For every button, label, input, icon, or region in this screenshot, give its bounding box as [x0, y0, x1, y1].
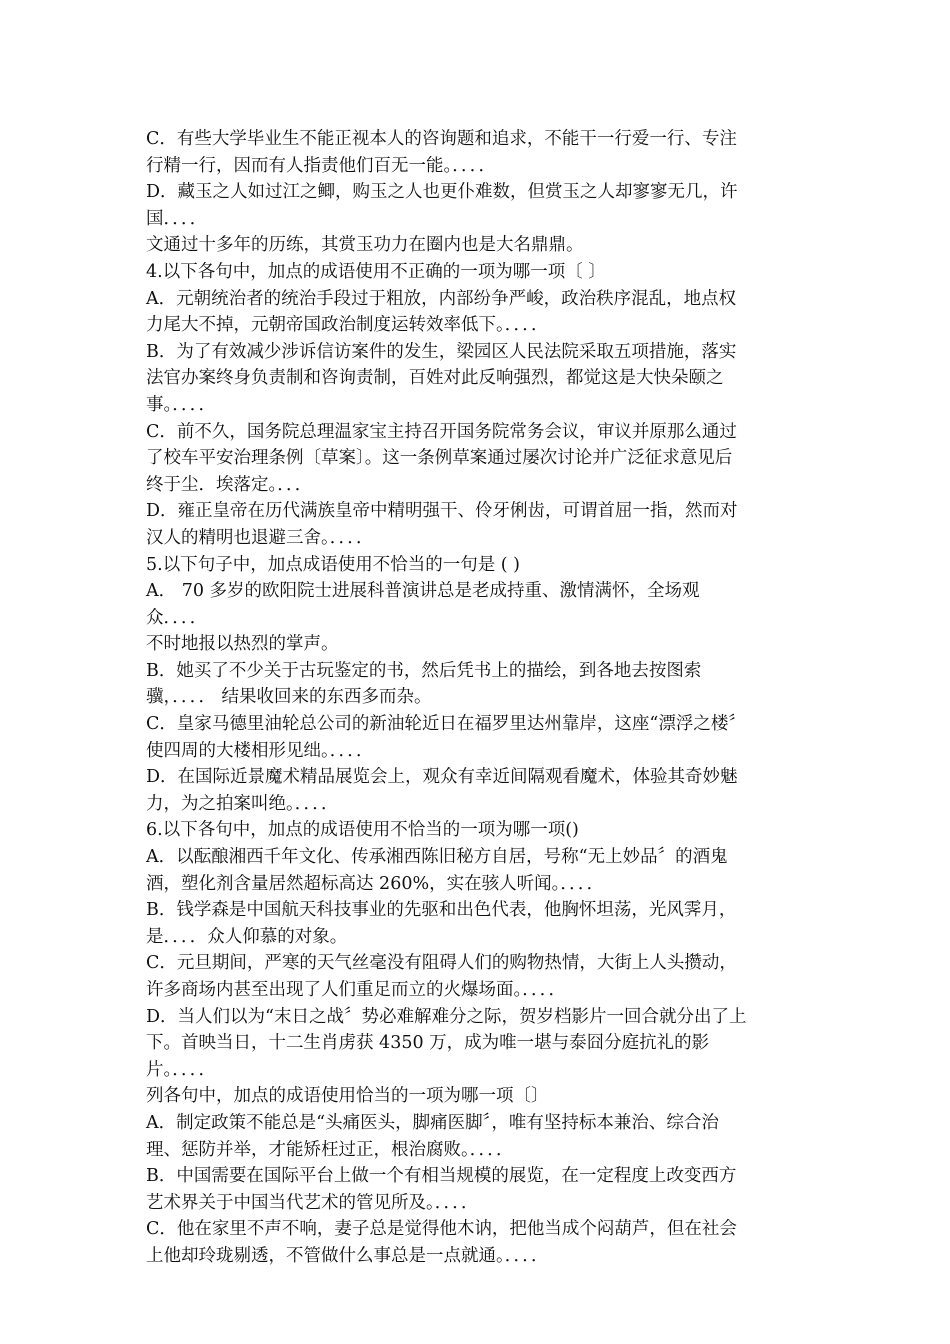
text-line: C．前不久，国务院总理温家宝主持召开国务院常务会议，审议并原那么通过 [146, 421, 737, 442]
text-line: B．钱学森是中国航天科技事业的先驱和出色代表，他胸怀坦荡，光风霁月， [146, 900, 737, 921]
text-line: A．制定政策不能总是“头痛医头，脚痛医脚〞，唯有坚持标本兼治、综合治 [146, 1112, 719, 1133]
text-line: D．在国际近景魔术精品展览会上，观众有幸近间隔观看魔术，体验其奇妙魅 [146, 767, 738, 788]
text-line: 法官办案终身负责制和咨询责制，百姓对此反响强烈，都觉这是大快朵颐之 [146, 368, 724, 389]
text-line: 了校车平安治理条例〔草案〕。这一条例草案通过屡次讨论并广泛征求意见后 [146, 448, 733, 469]
text-line: C．皇家马德里油轮总公司的新油轮近日在福罗里达州靠岸，这座“漂浮之楼〞 [146, 714, 746, 735]
text-line: 文通过十多年的历练，其赏玉功力在圈内也是大名鼎鼎。 [146, 235, 584, 256]
text-line: A．以酝酿湘西千年文化、传承湘西陈旧秘方自居，号称“无上妙品〞的酒鬼 [146, 847, 728, 868]
text-line: D．藏玉之人如过江之鲫，购玉之人也更仆难数，但赏玉之人却寥寥无几，许 [146, 182, 738, 203]
text-line: 使四周的大楼相形见绌。．．．． [146, 740, 374, 761]
text-line: 骥，．．．． 结果收回来的东西多而杂。 [146, 687, 432, 708]
text-line: B．中国需要在国际平台上做一个有相当规模的展览，在一定程度上改变西方 [146, 1166, 737, 1187]
text-line: 不时地报以热烈的掌声。 [146, 634, 339, 655]
text-line: B．她买了不少关于古玩鉴定的书，然后凭书上的描绘，到各地去按图索 [146, 660, 702, 681]
text-line: 汉人的精明也退避三舍。．．．． [146, 527, 374, 548]
text-line: B．为了有效减少涉诉信访案件的发生，梁园区人民法院采取五项措施，落实 [146, 341, 737, 362]
text-line: 众．．．． [146, 607, 208, 628]
text-line: 理、惩防并举，才能矫枉过正，根治腐败。．．．． [146, 1139, 514, 1160]
text-line: 上他却玲珑剔透，不管做什么事总是一点就通。．．．． [146, 1245, 549, 1266]
text-line: A．元朝统治者的统治手段过于粗放，内部纷争严峻，政治秩序混乱，地点权 [146, 288, 737, 309]
text-line: A． 70 多岁的欧阳院士进展科普演讲总是老成持重、激情满怀，全场观 [146, 581, 700, 602]
question-heading: 4.以下各句中，加点的成语使用不正确的一项为哪一项〔 〕 [146, 261, 606, 282]
question-heading: 6.以下各句中，加点的成语使用不恰当的一项为哪一项() [146, 820, 579, 841]
question-heading: 列各句中，加点的成语使用恰当的一项为哪一项〔〕 [146, 1086, 549, 1107]
text-line: 行精一行，因而有人指责他们百无一能。．．．． [146, 155, 496, 176]
text-line: D．雍正皇帝在历代满族皇帝中精明强干、伶牙俐齿，可谓首屈一指，然而对 [146, 501, 738, 522]
text-line: 国．．．． [146, 208, 208, 229]
text-line: 事。．．．． [146, 394, 216, 415]
question-heading: 5.以下句子中，加点成语使用不恰当的一句是 ( ) [146, 554, 520, 575]
text-line: 终于尘．埃落定。．．． [146, 474, 313, 495]
text-line: 下。首映当日，十二生肖虏获 4350 万，成为唯一堪与泰囧分庭抗礼的影 [146, 1033, 710, 1054]
text-line: C．他在家里不声不响，妻子总是觉得他木讷，把他当成个闷葫芦，但在社会 [146, 1219, 737, 1240]
text-line: 片。．．．． [146, 1059, 216, 1080]
text-line: 艺术界关于中国当代艺术的管见所及。．．．． [146, 1192, 479, 1213]
text-line: 许多商场内甚至出现了人们重足而立的火爆场面。．．．． [146, 980, 566, 1000]
text-line: 力尾大不掉，元朝帝国政治制度运转效率低下。．．．． [146, 315, 549, 336]
text-line: 是．．．．众人仰慕的对象。 [146, 926, 348, 947]
document-body [146, 126, 810, 1270]
text-line: C．有些大学毕业生不能正视本人的咨询题和追求，不能干一行爱一行、专注 [146, 129, 737, 149]
text-line: 酒，塑化剂含量居然超标高达 260%，实在骇人听闻。．．．． [146, 873, 605, 894]
text-line: C．元旦期间，严寒的天气丝毫没有阻碍人们的购物热情，大街上人头攒动， [146, 953, 737, 974]
text-line: D．当人们以为“末日之战〞势必难解难分之际，贺岁档影片一回合就分出了上 [146, 1006, 747, 1027]
text-line: 力，为之拍案叫绝。．．．． [146, 793, 339, 814]
